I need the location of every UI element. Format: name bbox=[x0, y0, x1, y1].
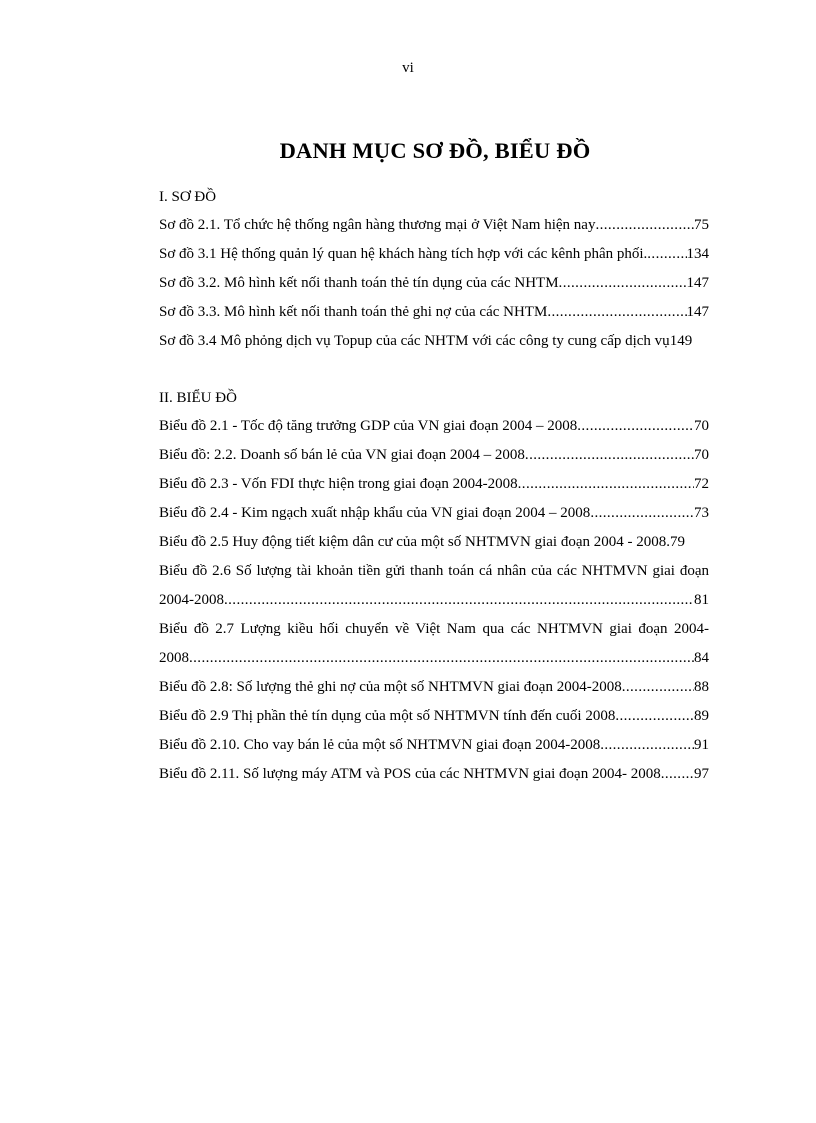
table-of-figures bbox=[159, 183, 709, 789]
entry-page-number: 134 bbox=[686, 246, 709, 262]
entry-page-number: 70 bbox=[694, 447, 709, 463]
entry-label: Sơ đồ 3.1 Hệ thống quản lý quan hệ khách hàng tích hợp với các kênh phân phối. bbox=[159, 246, 648, 262]
dot-leader bbox=[559, 269, 687, 298]
section-heading-diagrams: I. SƠ ĐỒ bbox=[159, 189, 217, 205]
toc-entry[interactable] bbox=[159, 240, 709, 269]
dot-leader bbox=[647, 240, 686, 269]
dot-leader bbox=[595, 211, 694, 240]
toc-entry[interactable] bbox=[159, 298, 709, 327]
page-title: DANH MỤC SƠ ĐỒ, BIỂU ĐỒ bbox=[279, 138, 591, 163]
entry-label: Biểu đồ 2.9 Thị phần thẻ tín dụng của một số NHTMVN tính đến cuối 2008 bbox=[159, 708, 616, 724]
entry-label-line-2: 2004-2008 bbox=[159, 592, 224, 608]
entry-label: Sơ đồ 2.1. Tổ chức hệ thống ngân hàng thương mại ở Việt Nam hiện nay bbox=[159, 217, 596, 233]
toc-entry[interactable] bbox=[159, 557, 709, 615]
entry-label: Sơ đồ 3.4 Mô phỏng dịch vụ Topup của các NHTM với các công ty cung cấp dịch vụ bbox=[159, 333, 670, 349]
toc-entry[interactable] bbox=[159, 499, 709, 528]
entry-label-line-1: Biểu đồ 2.7 Lượng kiều hối chuyển về Việt Nam qua các NHTMVN giai đoạn 2004- bbox=[159, 621, 709, 637]
entry-label: Biểu đồ: 2.2. Doanh số bán lẻ của VN giai đoạn 2004 – 2008 bbox=[159, 447, 525, 463]
toc-entry[interactable] bbox=[159, 673, 709, 702]
dot-leader bbox=[547, 298, 686, 327]
toc-entry[interactable] bbox=[159, 441, 709, 470]
entry-page-number: 147 bbox=[686, 275, 709, 291]
dot-leader bbox=[577, 412, 694, 441]
entry-page-number: 73 bbox=[694, 505, 709, 521]
toc-entry[interactable] bbox=[159, 470, 709, 499]
dot-leader bbox=[615, 702, 694, 731]
toc-entry[interactable] bbox=[159, 760, 709, 789]
entry-page-number: 91 bbox=[694, 737, 709, 753]
entry-page-number: 97 bbox=[694, 766, 709, 782]
entry-line-2 bbox=[159, 586, 709, 615]
entry-label-line-1: Biểu đồ 2.6 Số lượng tài khoản tiền gửi thanh toán cá nhân của các NHTMVN giai đoạn bbox=[159, 563, 709, 579]
entry-label: Sơ đồ 3.2. Mô hình kết nối thanh toán thẻ tín dụng của các NHTM bbox=[159, 275, 559, 291]
dot-leader bbox=[590, 499, 694, 528]
entry-page-number: 147 bbox=[686, 304, 709, 320]
entry-label: Biểu đồ 2.5 Huy động tiết kiệm dân cư của một số NHTMVN giai đoạn 2004 - 2008. bbox=[159, 534, 670, 550]
entry-page-number: 88 bbox=[694, 679, 709, 695]
entry-page-number: 149 bbox=[669, 333, 693, 349]
dot-leader bbox=[525, 441, 694, 470]
entry-line-2 bbox=[159, 644, 709, 673]
entry-label: Biểu đồ 2.1 - Tốc độ tăng trưởng GDP của VN giai đoạn 2004 – 2008 bbox=[159, 418, 578, 434]
dot-leader bbox=[661, 760, 694, 789]
entry-page-number: 84 bbox=[694, 650, 709, 666]
entry-label-line-2: 2008 bbox=[159, 650, 189, 666]
dot-leader bbox=[622, 673, 694, 702]
dot-leader bbox=[224, 586, 694, 615]
entry-label: Biểu đồ 2.8: Số lượng thẻ ghi nợ của một số NHTMVN giai đoạn 2004-2008 bbox=[159, 679, 622, 695]
toc-entry[interactable] bbox=[159, 528, 709, 557]
entry-page-number: 89 bbox=[694, 708, 709, 724]
entry-page-number: 79 bbox=[669, 534, 685, 550]
entry-page-number: 81 bbox=[694, 592, 709, 608]
toc-entry[interactable] bbox=[159, 211, 709, 240]
entry-label: Biểu đồ 2.10. Cho vay bán lẻ của một số NHTMVN giai đoạn 2004-2008 bbox=[159, 737, 601, 753]
toc-entry[interactable] bbox=[159, 702, 709, 731]
entry-page-number: 70 bbox=[694, 418, 709, 434]
entry-label: Biểu đồ 2.3 - Vốn FDI thực hiện trong giai đoạn 2004-2008 bbox=[159, 476, 518, 492]
entry-label: Biểu đồ 2.4 - Kim ngạch xuất nhập khẩu của VN giai đoạn 2004 – 2008 bbox=[159, 505, 591, 521]
dot-leader bbox=[189, 644, 694, 673]
page-number: vi bbox=[402, 60, 414, 76]
toc-entry[interactable] bbox=[159, 731, 709, 760]
entry-page-number: 72 bbox=[694, 476, 709, 492]
entry-label: Biểu đồ 2.11. Số lượng máy ATM và POS của các NHTMVN giai đoạn 2004- 2008 bbox=[159, 766, 661, 782]
entry-label: Sơ đồ 3.3. Mô hình kết nối thanh toán thẻ ghi nợ của các NHTM bbox=[159, 304, 548, 320]
section-heading-charts: II. BIỂU ĐỒ bbox=[159, 390, 237, 406]
dot-leader bbox=[518, 470, 694, 499]
toc-entry[interactable] bbox=[159, 412, 709, 441]
toc-entry[interactable] bbox=[159, 327, 709, 356]
toc-entry[interactable] bbox=[159, 615, 709, 673]
dot-leader bbox=[600, 731, 694, 760]
toc-entry[interactable] bbox=[159, 269, 709, 298]
entry-page-number: 75 bbox=[694, 217, 709, 233]
